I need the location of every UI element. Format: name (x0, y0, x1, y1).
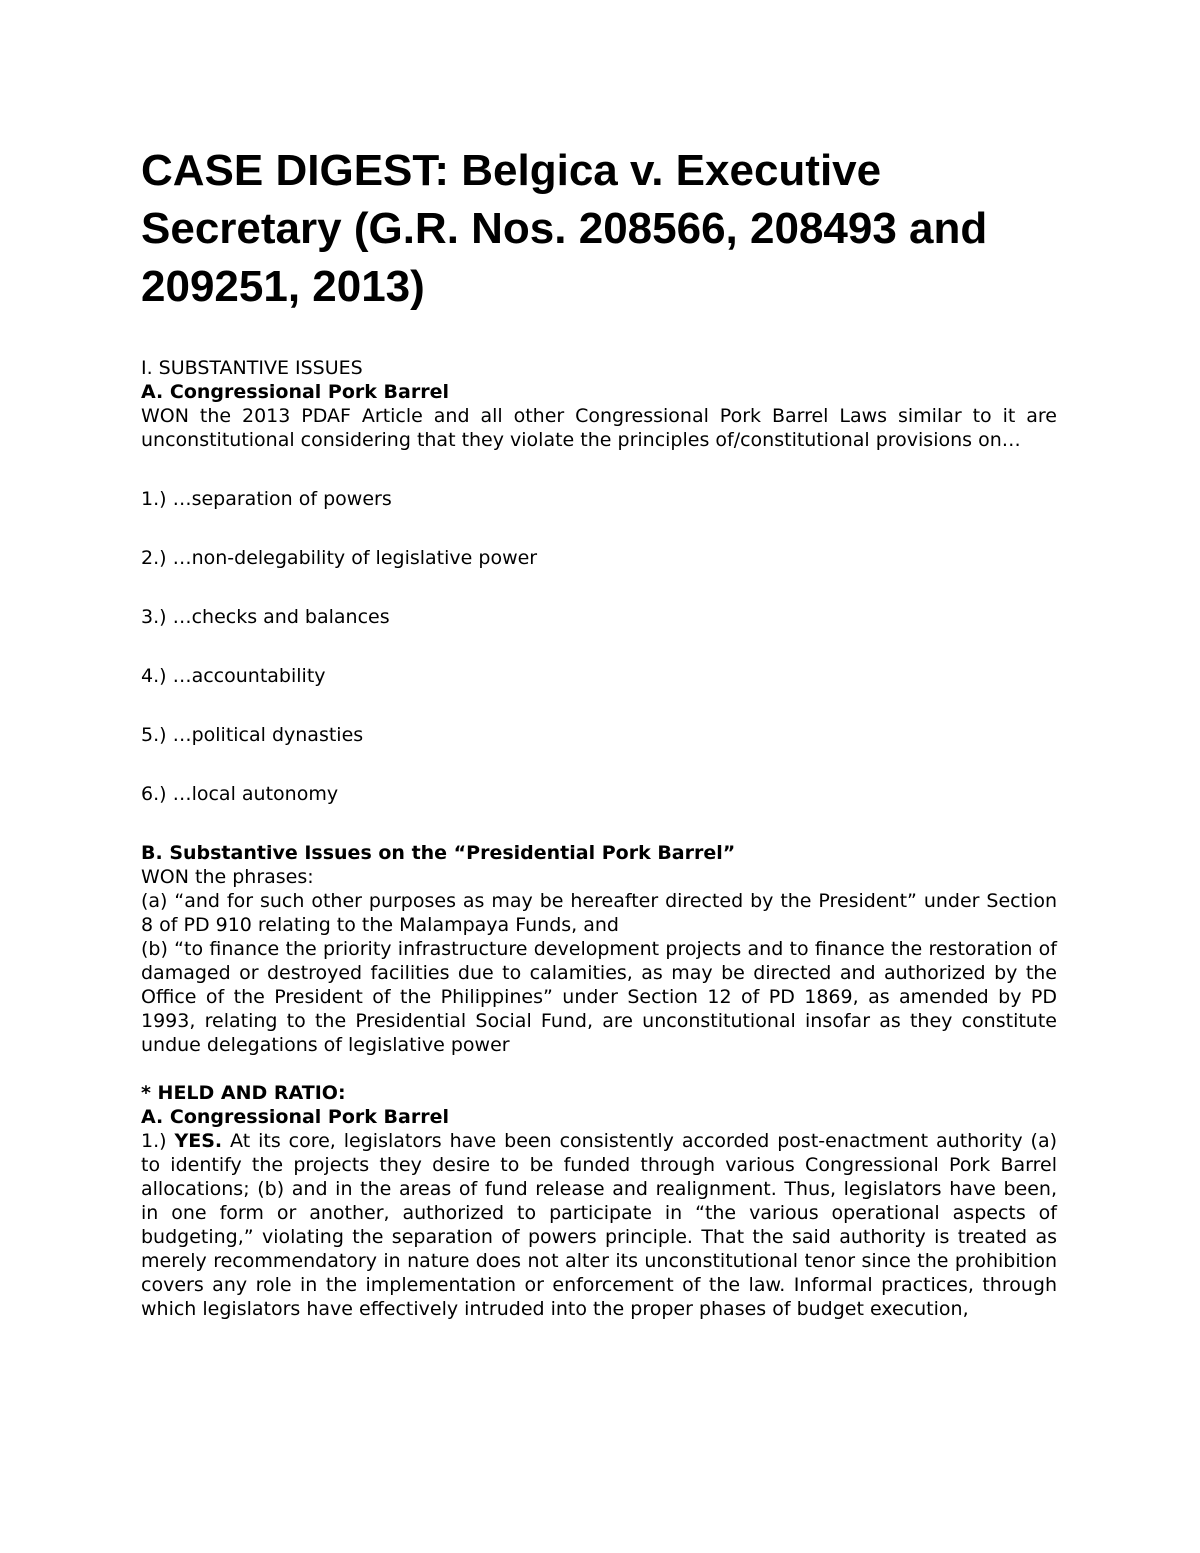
section-heading-substantive-issues: I. SUBSTANTIVE ISSUES (141, 357, 363, 379)
spacer (141, 806, 1057, 841)
phrase-b-paragraph: (b) “to finance the priority infrastructure development projects and to finance the restoration of damaged or destroyed facilities due to calamities, as may be directed and authorized by the Office of the President of the Philippines” under Section 12 of PD 1869, as amended by PD 1993, relating to the Presidential Social Fund, are unconstitutional insofar as they constitute undue delegations of legislative power (141, 938, 1057, 1056)
held-answer: YES. (174, 1130, 223, 1152)
list-item: 3.) …checks and balances (141, 606, 390, 628)
list-item: 4.) …accountability (141, 665, 326, 687)
document-page (141, 142, 1057, 1321)
spacer (141, 688, 1057, 723)
subheading-congressional-pork-barrel: A. Congressional Pork Barrel (141, 381, 449, 403)
held-subheading-congressional-pork-barrel: A. Congressional Pork Barrel (141, 1106, 449, 1128)
phrase-a-paragraph: (a) “and for such other purposes as may be hereafter directed by the President” under Section 8 of PD 910 relating to the Malampaya Funds, and (141, 890, 1057, 936)
spacer (141, 511, 1057, 546)
spacer (141, 747, 1057, 782)
subheading-presidential-pork-barrel: B. Substantive Issues on the “Presidential Pork Barrel” (141, 842, 736, 864)
list-item: 1.) …separation of powers (141, 488, 392, 510)
document-title: CASE DIGEST: Belgica v. Executive Secretary (G.R. Nos. 208566, 208493 and 209251, 2013) (141, 146, 988, 311)
issue-intro-paragraph: WON the 2013 PDAF Article and all other Congressional Pork Barrel Laws similar to it are unconstitutional considering that they violate the principles of/constitutional provisions on… (141, 405, 1057, 451)
held-item-1-paragraph (141, 1129, 1057, 1321)
held-item-number: 1.) (141, 1130, 175, 1152)
issues-list (141, 487, 1057, 806)
held-item-text: At its core, legislators have been consistently accorded post-enactment authority (a) to identify the projects they desire to be funded through various Congressional Pork Barrel allocations; (b) and in the areas of fund release and realignment. Thus, legislators have been, in one form or another, authorized to participate in “the various operational aspects of budgeting,” violating the separation of powers principle. That the said authority is treated as merely recommendatory in nature does not alter its unconstitutional tenor since the prohibition covers any role in the implementation or enforcement of the law. Informal practices, through which legislators have effectively intruded into the proper phases of budget execution, (141, 1130, 1057, 1320)
list-item: 2.) …non-delegability of legislative power (141, 547, 538, 569)
phrases-intro: WON the phrases: (141, 866, 314, 888)
spacer (141, 452, 1057, 487)
spacer (141, 1057, 1057, 1081)
list-item: 6.) …local autonomy (141, 783, 339, 805)
list-item: 5.) …political dynasties (141, 724, 364, 746)
held-and-ratio-heading: * HELD AND RATIO: (141, 1082, 346, 1104)
spacer (141, 629, 1057, 664)
spacer (141, 570, 1057, 605)
